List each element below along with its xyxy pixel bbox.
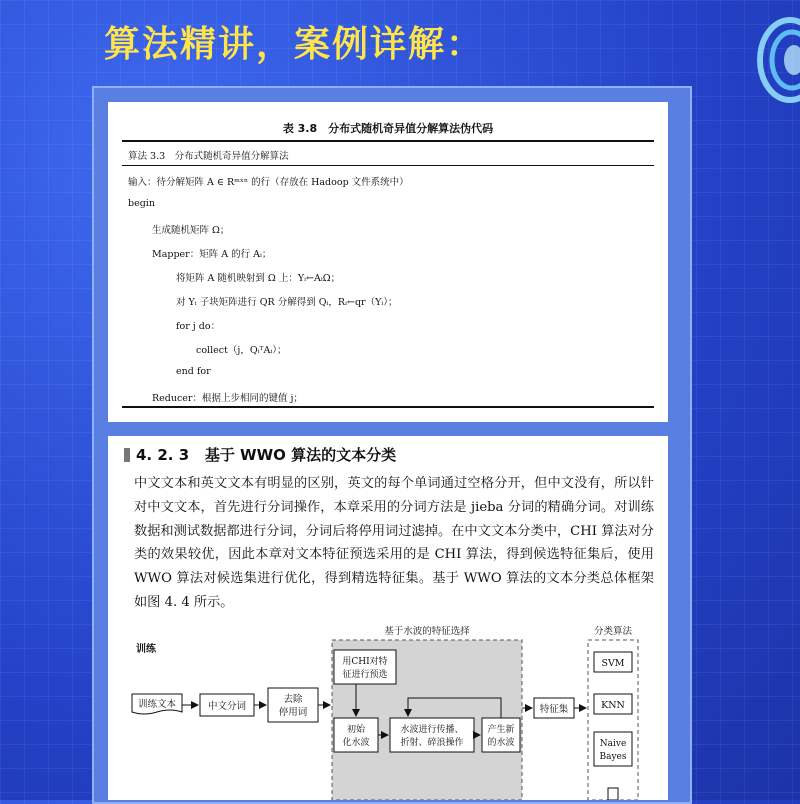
knn-label: KNN [601, 700, 625, 711]
down-arrow-stub [608, 788, 618, 800]
algo-line: collect（j，QᵢᵀAᵢ）； [196, 345, 287, 356]
section-number: 4. 2. 3 [136, 446, 190, 464]
propagate-label-2: 折射、碎浪操作 [400, 738, 464, 748]
train-label: 训练 [136, 644, 156, 655]
naive-bayes-label-2: Bayes [599, 752, 627, 762]
algo-line: end for [176, 366, 211, 377]
headline: 算法精讲，案例详解： [104, 24, 485, 65]
table-caption: 表 3.8 分布式随机奇异值分解算法伪代码 [282, 122, 494, 135]
train-text-label: 训练文本 [137, 699, 177, 710]
decorative-rings [750, 10, 800, 110]
framework-diagram [108, 626, 668, 800]
algo-line: 将矩阵 A 随机映射到 Ω 上：Yᵢ←AᵢΩ； [176, 273, 341, 284]
table-header-rule [122, 165, 654, 166]
section-page [108, 436, 668, 800]
algo-line: 生成随机矩阵 Ω； [152, 225, 230, 236]
chi-label-1: 用CHI对特 [342, 657, 388, 667]
chi-label-2: 征进行预选 [342, 670, 388, 680]
table-top-rule [122, 140, 654, 142]
table-header: 算法 3.3 分布式随机奇异值分解算法 [128, 151, 289, 162]
algo-line: Reducer：根据上步相同的键值 j； [152, 393, 303, 404]
svm-label: SVM [601, 658, 625, 669]
section-marker [124, 448, 130, 462]
section-heading: 基于 WWO 算法的文本分类 [204, 446, 397, 464]
algo-line: Mapper：矩阵 A 的行 Aᵢ； [152, 249, 272, 260]
new-wave-label-1: 产生新 [487, 725, 515, 735]
table-bottom-rule [122, 406, 654, 408]
init-wave-label-1: 初始 [346, 725, 366, 735]
pseudocode-table [108, 102, 668, 422]
segment-label: 中文分词 [207, 701, 247, 712]
section-paragraph: 中文文本和英文文本有明显的区别，英文的每个单词通过空格分开，但中文没有，所以针对中文文本，首先进行分词操作，本章采用的分词方法是 jieba 分词的精确分词。对训练数据和测试数据都进行分词，分词后将停用词过滤掉。在中文文本分类中，CHI 算法对分类的效果较优，因此本章对文本特征预选采用的是 CHI 算法，得到候选特征集后，使用 WWO 算法对候选集进行优化，得到精选特征集。基于 WWO 算法的文本分类总体框架如图 4. 4 所示。 [134, 476, 654, 610]
stopword-label-2: 停用词 [278, 707, 308, 718]
init-wave-label-2: 化水波 [342, 738, 370, 748]
algo-line: begin [128, 198, 155, 209]
naive-bayes-label-1: Naive [599, 739, 627, 749]
classifier-title: 分类算法 [593, 626, 633, 637]
algo-line: 输入：待分解矩阵 A ∈ Rᵐˣⁿ 的行（存放在 Hadoop 文件系统中） [128, 177, 409, 188]
section-title [124, 444, 396, 465]
wave-selection-title: 基于水波的特征选择 [384, 626, 470, 637]
new-wave-label-2: 的水波 [487, 738, 515, 748]
algo-line: 对 Yᵢ 子块矩阵进行 QR 分解得到 Qᵢ，Rᵢ←qr（Yᵢ）； [176, 297, 398, 308]
feature-set-label: 特征集 [539, 704, 569, 715]
propagate-label-1: 水波进行传播、 [400, 725, 464, 735]
algo-line: for j do： [176, 321, 221, 332]
stopword-label-1: 去除 [283, 694, 303, 705]
